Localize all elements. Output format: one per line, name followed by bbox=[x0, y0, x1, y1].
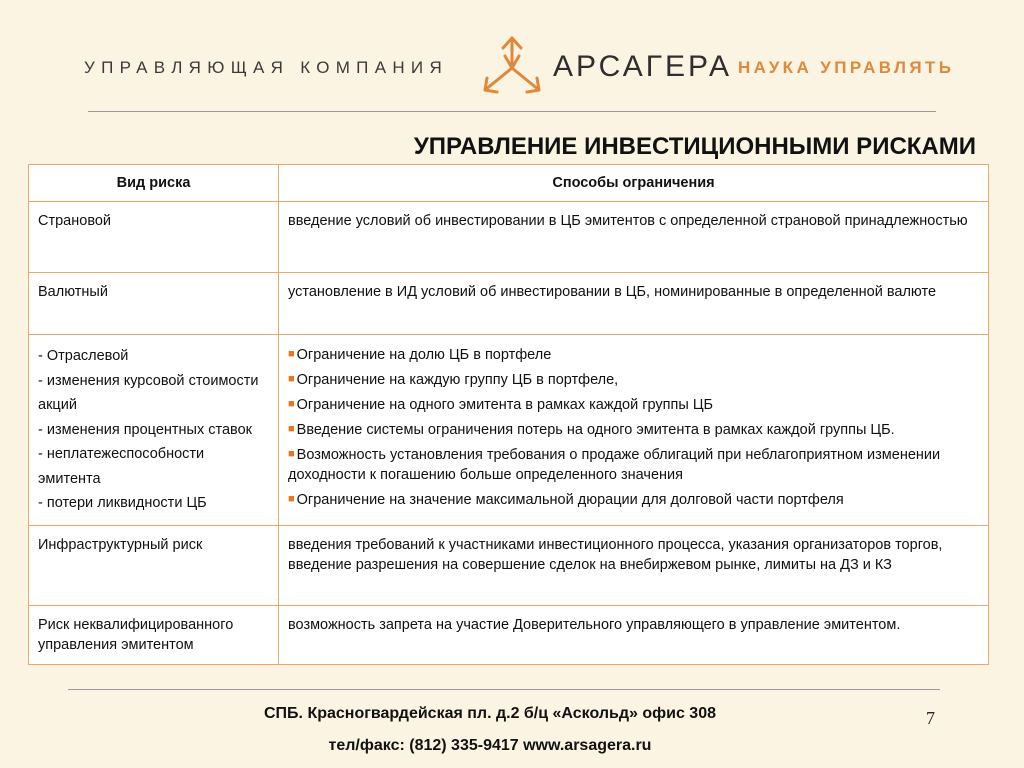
mitigation-bullet-text: Ограничение на долю ЦБ в портфеле bbox=[296, 347, 552, 363]
header-divider bbox=[88, 111, 936, 112]
table-row bbox=[29, 335, 989, 526]
mitigation-cell: введения требований к участниками инвестиционного процесса, указания организаторов торгов, введение разрешения на совершение сделок на внебиржевом рынке, лимиты на ДЗ и КЗ bbox=[279, 525, 989, 605]
table-row bbox=[29, 273, 989, 335]
footer-address: СПБ. Красногвардейская пл. д.2 б/ц «Аскольд» офис 308 bbox=[264, 705, 716, 722]
brand-name: АРСАГЕРА bbox=[553, 50, 732, 83]
mitigation-bullet bbox=[288, 489, 979, 510]
risk-table bbox=[28, 164, 989, 665]
risk-subtype: - изменения курсовой стоимости акций bbox=[38, 372, 259, 413]
footer-contacts: тел/факс: (812) 335-9417 www.arsagera.ru bbox=[328, 737, 652, 754]
square-bullet-icon: ■ bbox=[288, 348, 295, 360]
risk-type-cell: Страновой bbox=[29, 202, 279, 273]
risk-subtype: - изменения процентных ставок bbox=[38, 421, 252, 438]
mitigation-cell bbox=[279, 335, 989, 526]
column-header-risk-type: Вид риска bbox=[29, 165, 279, 202]
risk-type-cell: Риск неквалифицированного управления эмитентом bbox=[29, 605, 279, 664]
mitigation-bullet bbox=[288, 344, 979, 365]
mitigation-cell: введение условий об инвестировании в ЦБ эмитентов с определенной страновой принадлежностью bbox=[279, 202, 989, 273]
mitigation-bullet bbox=[288, 369, 979, 390]
company-descriptor: УПРАВЛЯЮЩАЯ КОМПАНИЯ bbox=[84, 58, 449, 77]
mitigation-bullet bbox=[288, 394, 979, 415]
risk-type-cell bbox=[29, 335, 279, 526]
table-row bbox=[29, 605, 989, 664]
mitigation-cell: установление в ИД условий об инвестировании в ЦБ, номинированные в определенной валюте bbox=[279, 273, 989, 335]
mitigation-bullet-text: Возможность установления требования о продаже облигаций при неблагоприятном изменении доходности к погашению больше определенного значения bbox=[288, 447, 941, 483]
slogan: НАУКА УПРАВЛЯТЬ bbox=[738, 58, 955, 77]
mitigation-bullet bbox=[288, 419, 979, 440]
risk-subtype: - потери ликвидности ЦБ bbox=[38, 495, 207, 511]
square-bullet-icon: ■ bbox=[288, 373, 295, 385]
risk-type-cell: Валютный bbox=[29, 273, 279, 335]
table-row bbox=[29, 202, 989, 273]
risk-subtype: - неплатежеспособности эмитента bbox=[38, 446, 205, 487]
table-header-row bbox=[29, 165, 989, 202]
mitigation-bullet-text: Ограничение на каждую группу ЦБ в портфеле, bbox=[296, 372, 619, 388]
mitigation-bullet-text: Ограничение на одного эмитента в рамках каждой группы ЦБ bbox=[296, 397, 714, 413]
page-title: УПРАВЛЕНИЕ ИНВЕСТИЦИОННЫМИ РИСКАМИ bbox=[413, 133, 976, 160]
table-row bbox=[29, 525, 989, 605]
arsagera-logo-icon bbox=[477, 34, 547, 96]
mitigation-cell: возможность запрета на участие Доверительного управляющего в управление эмитентом. bbox=[279, 605, 989, 664]
square-bullet-icon: ■ bbox=[288, 398, 295, 410]
footer-divider bbox=[68, 689, 940, 690]
square-bullet-icon: ■ bbox=[288, 423, 295, 435]
square-bullet-icon: ■ bbox=[288, 448, 295, 460]
column-header-mitigation: Способы ограничения bbox=[279, 165, 989, 202]
square-bullet-icon: ■ bbox=[288, 493, 295, 505]
risk-subtype: - Отраслевой bbox=[38, 348, 129, 364]
mitigation-bullet bbox=[288, 444, 979, 485]
mitigation-bullet-text: Введение системы ограничения потерь на одного эмитента в рамках каждой группы ЦБ. bbox=[296, 422, 895, 438]
risk-type-cell: Инфраструктурный риск bbox=[29, 525, 279, 605]
page-number: 7 bbox=[926, 708, 935, 728]
mitigation-bullet-text: Ограничение на значение максимальной дюрации для долговой части портфеля bbox=[296, 492, 844, 508]
